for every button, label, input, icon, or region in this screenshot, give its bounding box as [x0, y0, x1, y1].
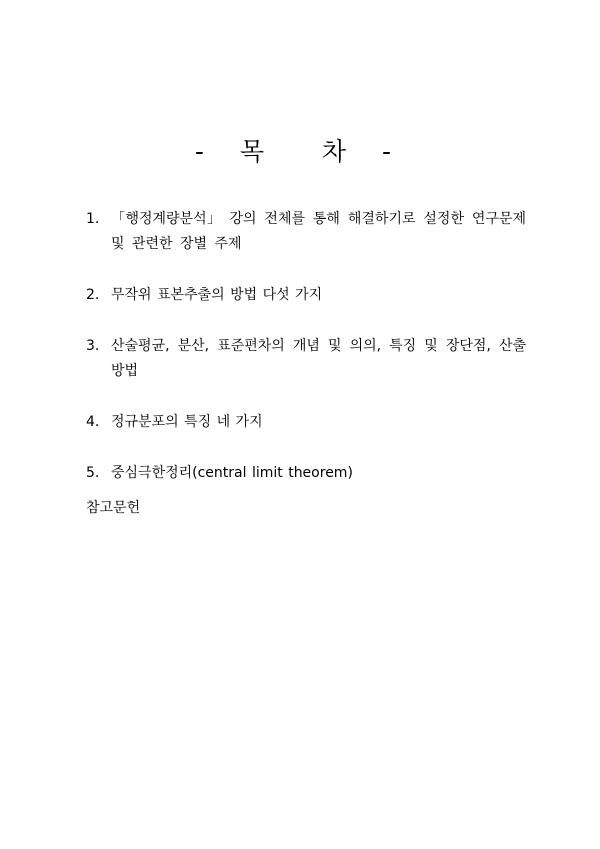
- toc-item-number: 2.: [86, 287, 100, 303]
- toc-item-1: [86, 207, 526, 257]
- toc-item-5: [86, 461, 526, 486]
- toc-item-number: 4.: [86, 414, 100, 430]
- toc-item-number: 5.: [86, 465, 100, 481]
- toc-item-number: 1.: [86, 211, 100, 227]
- toc-list: [86, 207, 526, 512]
- toc-references: 참고문헌: [86, 500, 141, 516]
- toc-item-text: 산술평균, 분산, 표준편차의 개념 및 의의, 특징 및 장단점, 산출방법: [111, 338, 526, 379]
- toc-item-text: 무작위 표본추출의 방법 다섯 가지: [111, 287, 323, 303]
- toc-item-2: [86, 283, 526, 308]
- toc-item-number: 3.: [86, 338, 100, 354]
- toc-item-text: 정규분포의 특징 네 가지: [111, 414, 263, 430]
- toc-item-4: [86, 410, 526, 435]
- toc-item-3: [86, 334, 526, 384]
- toc-item-text: 중심극한정리(central limit theorem): [111, 465, 353, 481]
- toc-title: - 목 차 -: [194, 137, 406, 166]
- toc-item-text: 「행정계량분석」 강의 전체를 통해 해결하기로 설정한 연구문제 및 관련한 장별 주제: [111, 211, 526, 252]
